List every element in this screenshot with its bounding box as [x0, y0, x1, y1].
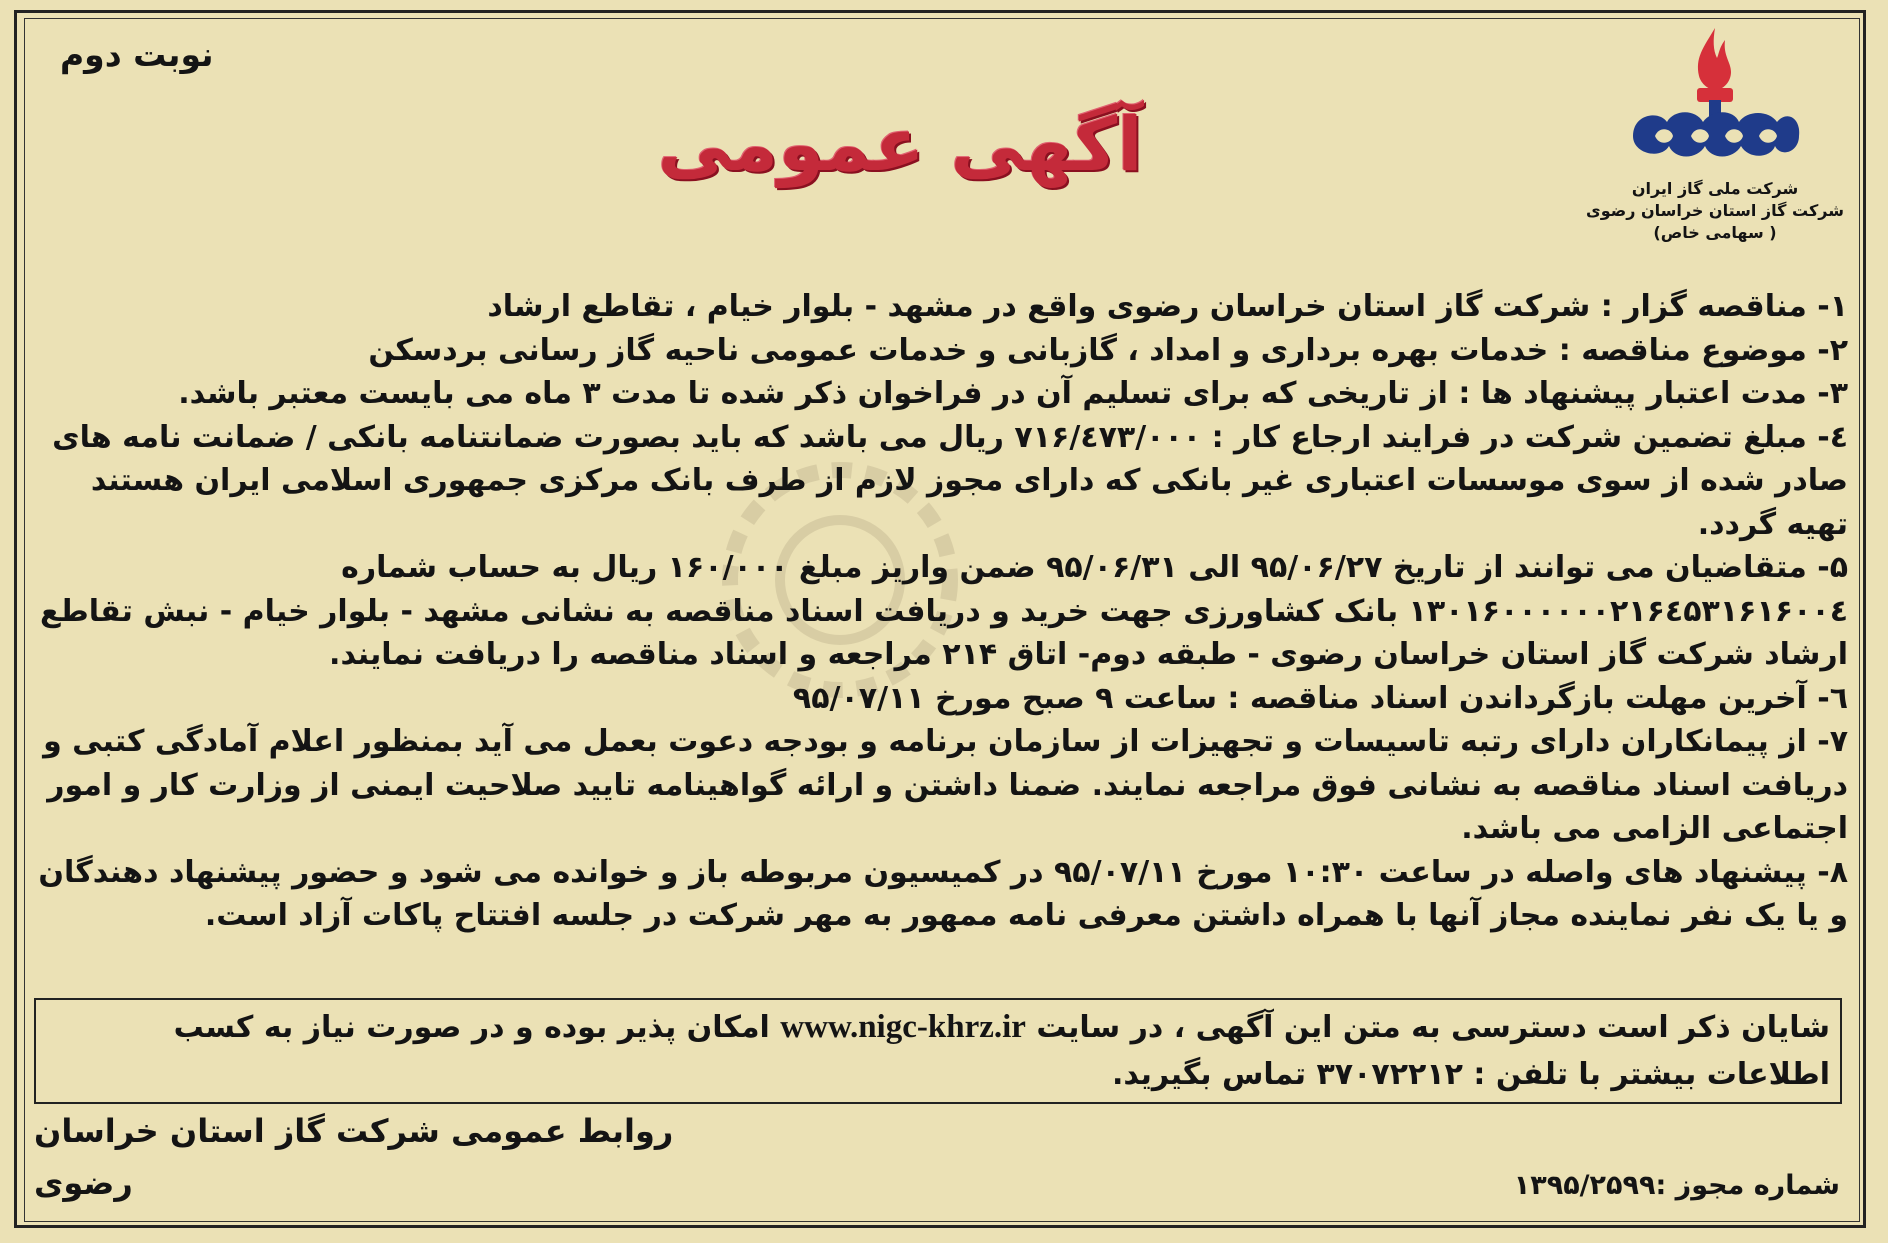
- notice-text-b: امکان پذیر بوده و در صورت نیاز به کسب اطلاعات بیشتر با تلفن : ۳۷۰۷۲۲۱۲ تماس بگیرید.: [173, 1010, 1830, 1092]
- item-6: ٦- آخرین مهلت بازگرداندن اسناد مناقصه : ساعت ۹ صبح مورخ ۹۵/۰۷/۱۱: [792, 680, 1848, 716]
- item-1-label: ۱- مناقصه گزار :: [1600, 289, 1848, 324]
- item-7: ۷- از پیمانکاران دارای رتبه تاسیسات و تجهیزات از سازمان برنامه و بودجه دعوت بعمل می آید بمنظور اعلام آمادگی کتبی و دریافت اسناد مناقصه به نشانی فوق مراجعه نمایند. ضمنا داشتن و ارائه گواهینامه تایید صلاحیت ایمنی از وزارت کار و امور اجتماعی الزامی می باشد.: [43, 724, 1848, 846]
- logo-line-1: شرکت ملی گاز ایران: [1631, 179, 1799, 198]
- item-5: [36, 546, 1848, 677]
- item-4-label: ٤- مبلغ تضمین شرکت در فرایند ارجاع کار :: [1211, 419, 1848, 455]
- ad-title: آگهی عمومی: [657, 102, 1143, 188]
- item-3-label: ۳- مدت اعتبار پیشنهاد ها :: [1458, 376, 1848, 411]
- company-logo: [1570, 18, 1860, 263]
- item-3: [36, 372, 1848, 416]
- gas-flame-logo-icon: [1615, 18, 1815, 178]
- item-5-account-number: ۱۳۰۱۶۰۰۰۰۰۰۲۱۶٤۵۳۱۶۱۶۰۰٤: [1408, 593, 1848, 629]
- item-1-text: شرکت گاز استان خراسان رضوی واقع در مشهد - بلوار خیام ، تقاطع ارشاد: [487, 289, 1601, 324]
- item-5-label-a: به حساب شماره: [341, 550, 581, 585]
- item-2-text: خدمات بهره برداری و امداد ، گازبانی و خدمات عمومی ناحیه گاز رسانی بردسکن: [368, 332, 1559, 368]
- item-3-text: از تاریخی که برای تسلیم آن در فراخوان ذکر شده تا مدت ۳ ماه می بایست معتبر باشد.: [178, 376, 1459, 411]
- ad-body: [36, 285, 1848, 938]
- logo-caption: [1570, 178, 1860, 263]
- item-5-text-a: ۵- متقاضیان می توانند از تاریخ ۹۵/۰۶/۲۷ الی ۹۵/۰۶/۳۱ ضمن واریز مبلغ ۱۶۰/۰۰۰ ریال: [580, 550, 1848, 585]
- permit-number: شماره مجوز :۱۳۹۵/۲۵۹۹: [1513, 1170, 1840, 1201]
- logo-line-2: شرکت گاز استان خراسان رضوی: [1586, 201, 1844, 220]
- signature: روابط عمومی شرکت گاز استان خراسان رضوی: [34, 1112, 674, 1202]
- item-1: [36, 285, 1848, 329]
- publication-turn-label: نوبت دوم: [60, 35, 214, 74]
- logo-line-3: ( سهامی خاص): [1653, 223, 1777, 242]
- item-4-text: ۷۱۶/٤۷۳/۰۰۰ ریال می باشد که باید بصورت ضمانتنامه بانکی / ضمانت نامه های صادر شده از سوی موسسات اعتباری غیر بانکی که دارای مجوز لازم از طرف بانک مرکزی جمهوری اسلامی ایران هستند تهیه گردد.: [52, 419, 1848, 542]
- website-link[interactable]: www.nigc-khrz.ir: [780, 1009, 1026, 1045]
- item-2-label: ۲- موضوع مناقصه :: [1558, 332, 1848, 368]
- item-2: [36, 329, 1848, 373]
- item-5-bank: بانک کشاورزی: [1183, 593, 1409, 629]
- notice-box: [34, 998, 1842, 1104]
- notice-text-a: شایان ذکر است دسترسی به متن این آگهی ، در سایت: [1025, 1010, 1830, 1045]
- item-4: [36, 416, 1848, 547]
- item-8: ۸- پیشنهاد های واصله در ساعت ۱۰:۳۰ مورخ ۹۵/۰۷/۱۱ در کمیسیون مربوطه باز و خوانده می شود و حضور پیشنهاد دهندگان و یا یک نفر نماینده مجاز آنها با همراه داشتن معرفی نامه ممهور به مهر شرکت در جلسه افتتاح پاکات آزاد است.: [38, 854, 1848, 933]
- item-5-text-c: جهت خرید و دریافت اسناد مناقصه به نشانی مشهد - بلوار خیام - نبش تقاطع ارشاد شرکت گاز استان خراسان رضوی - طبقه دوم- اتاق ۲۱۴ مراجعه و اسناد مناقصه را دریافت نمایند.: [40, 593, 1848, 672]
